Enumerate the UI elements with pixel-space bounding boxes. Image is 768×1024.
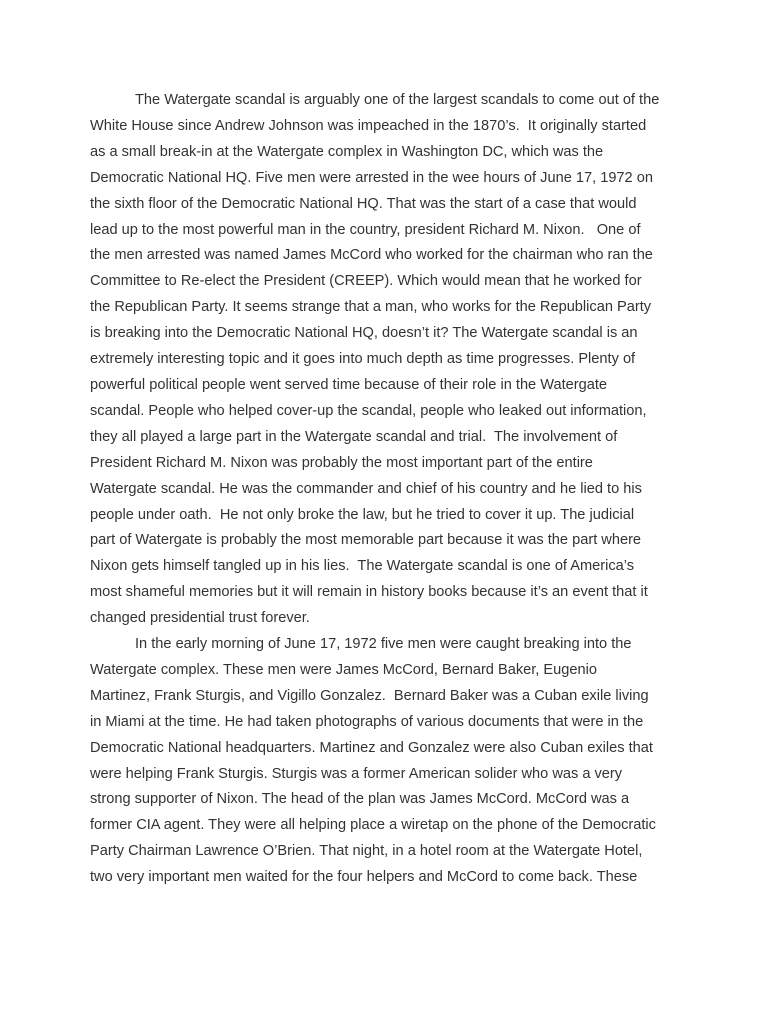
- paragraph-1-line-14: they all played a large part in the Watergate scandal and trial. The involvement of: [90, 429, 618, 445]
- paragraph-1-line-7: the men arrested was named James McCord who worked for the chairman who ran the: [90, 247, 653, 263]
- paragraph-2-line-3: Martinez, Frank Sturgis, and Vigillo Gonzalez. Bernard Baker was a Cuban exile living: [90, 688, 649, 704]
- paragraph-1-line-4: Democratic National HQ. Five men were arrested in the wee hours of June 17, 1972 on: [90, 170, 653, 186]
- paragraph-1-line-16: Watergate scandal. He was the commander and chief of his country and he lied to his: [90, 481, 642, 497]
- paragraph-2-line-5: Democratic National headquarters. Martinez and Gonzalez were also Cuban exiles that: [90, 740, 653, 756]
- paragraph-1-line-1: The Watergate scandal is arguably one of the largest scandals to come out of the: [135, 92, 660, 108]
- paragraph-1-line-15: President Richard M. Nixon was probably the most important part of the entire: [90, 455, 593, 471]
- paragraph-1-line-8: Committee to Re-elect the President (CREEP). Which would mean that he worked for: [90, 273, 642, 289]
- paragraph-1-line-10: is breaking into the Democratic National HQ, doesn’t it? The Watergate scandal is an: [90, 325, 638, 341]
- paragraph-1-line-6: lead up to the most powerful man in the country, president Richard M. Nixon. One of: [90, 222, 641, 238]
- paragraph-1-line-17: people under oath. He not only broke the law, but he tried to cover it up. The judicial: [90, 507, 635, 523]
- paragraph-2-line-6: were helping Frank Sturgis. Sturgis was a former American solider who was a very: [90, 766, 623, 782]
- paragraph-2-line-7: strong supporter of Nixon. The head of the plan was James McCord. McCord was a: [90, 791, 630, 807]
- paragraph-2-line-10: two very important men waited for the four helpers and McCord to come back. These: [90, 869, 638, 885]
- paragraph-1-line-19: Nixon gets himself tangled up in his lies. The Watergate scandal is one of America’s: [90, 558, 635, 574]
- paragraph-1-line-2: White House since Andrew Johnson was impeached in the 1870’s. It originally started: [90, 118, 647, 134]
- paragraph-1-line-3: as a small break-in at the Watergate complex in Washington DC, which was the: [90, 144, 604, 160]
- paragraph-1-line-5: the sixth floor of the Democratic National HQ. That was the start of a case that would: [90, 196, 637, 212]
- paragraph-2-line-2: Watergate complex. These men were James McCord, Bernard Baker, Eugenio: [90, 662, 597, 678]
- paragraph-2-line-1: In the early morning of June 17, 1972 five men were caught breaking into the: [135, 636, 632, 652]
- paragraph-1-line-18: part of Watergate is probably the most memorable part because it was the part where: [90, 532, 642, 548]
- paragraph-2-line-8: former CIA agent. They were all helping place a wiretap on the phone of the Democratic: [90, 817, 656, 833]
- paragraph-1-line-11: extremely interesting topic and it goes into much depth as time progresses. Plenty of: [90, 351, 636, 367]
- paragraph-1-line-13: scandal. People who helped cover-up the scandal, people who leaked out information,: [90, 403, 647, 419]
- paragraph-1-line-20: most shameful memories but it will remain in history books because it’s an event that it: [90, 584, 648, 600]
- paragraph-1-line-9: the Republican Party. It seems strange that a man, who works for the Republican Party: [90, 299, 652, 315]
- paragraph-1-line-12: powerful political people went served time because of their role in the Watergate: [90, 377, 608, 393]
- paragraph-1-line-21: changed presidential trust forever.: [90, 610, 310, 626]
- paragraph-2-line-4: in Miami at the time. He had taken photographs of various documents that were in the: [90, 714, 644, 730]
- paragraph-2-line-9: Party Chairman Lawrence O’Brien. That night, in a hotel room at the Watergate Hotel,: [90, 843, 643, 859]
